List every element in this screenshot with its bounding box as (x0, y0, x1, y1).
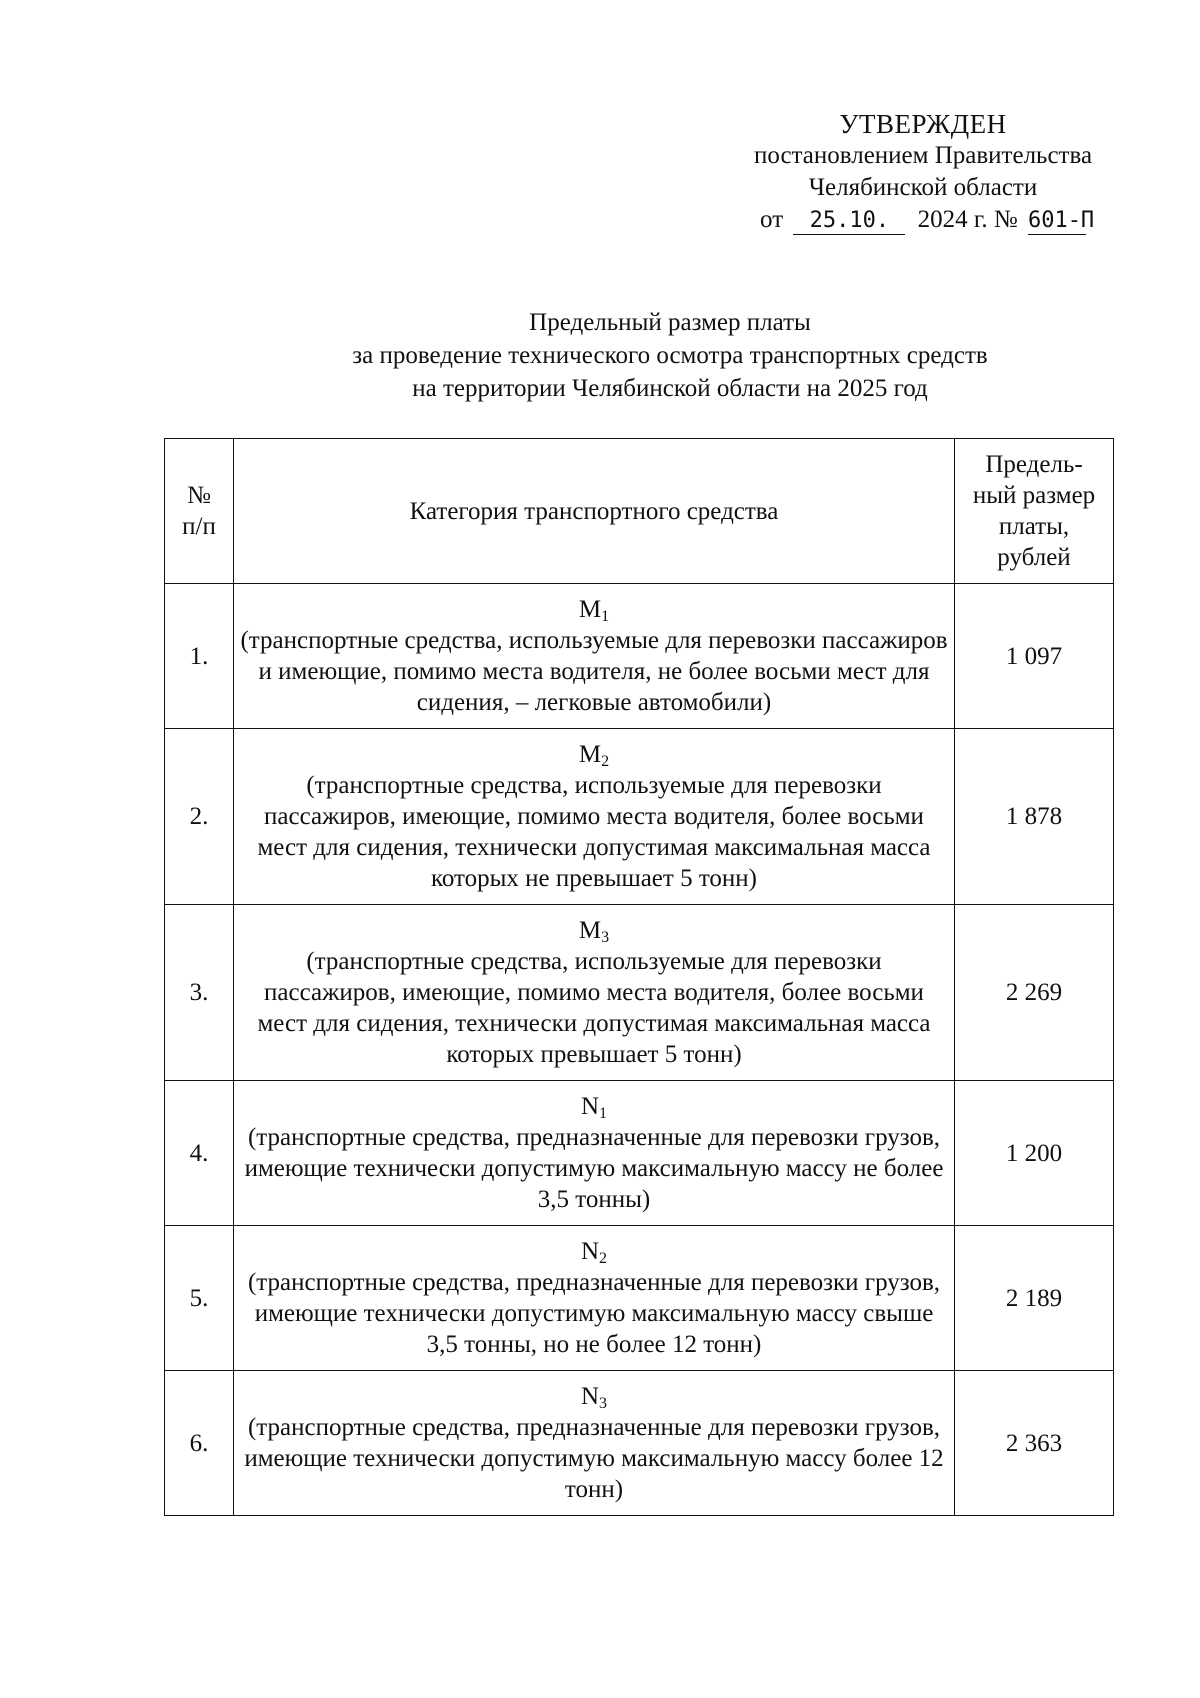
approval-date-line (733, 204, 1113, 236)
approval-line-region: Челябинской области (808, 174, 1038, 201)
approval-heading: УТВЕРЖДЕН (839, 109, 1007, 139)
title-line-2: за проведение технического осмотра транспортных средств (352, 342, 988, 369)
document-title (160, 306, 1180, 405)
row-number: 6. (165, 1371, 234, 1516)
category-description: (транспортные средства, предназначенные для перевозки грузов, имеющие технически допустимую максимальную массу свыше 3,5 тонны, но не более 12 тонн) (247, 1269, 941, 1358)
category-code: $M_2$ (578, 741, 610, 770)
row-category (234, 1226, 955, 1371)
row-number: 3. (165, 905, 234, 1081)
date-prefix: от (760, 206, 784, 233)
approval-date-field: 25.10. (793, 208, 905, 235)
row-number: 4. (165, 1081, 234, 1226)
category-description: (транспортные средства, предназначенные для перевозки грузов, имеющие технически допустимую максимальную массу не более 3,5 тонны) (244, 1124, 944, 1213)
header-category: Категория транспортного средства (234, 439, 955, 584)
category-description: (транспортные средства, используемые для перевозки пассажиров и имеющие, помимо места водителя, не более восьми мест для сидения, – легковые автомобили) (240, 627, 948, 716)
title-line-1: Предельный размер платы (529, 309, 811, 336)
row-category (234, 584, 955, 729)
approval-line-resolution: постановлением Правительства (753, 142, 1093, 169)
category-code: $M_3$ (578, 917, 610, 946)
category-description: (транспортные средства, предназначенные для перевозки грузов, имеющие технически допустимую максимальную массу более 12 тонн) (244, 1414, 944, 1503)
header-fee: Предель- ный размер платы, рублей (955, 439, 1114, 584)
row-category (234, 1371, 955, 1516)
category-code: $M_1$ (578, 596, 610, 625)
category-description: (транспортные средства, используемые для перевозки пассажиров, имеющие, помимо места водителя, более восьми мест для сидения, технически допустимая максимальная масса которых превышает 5 тонн) (257, 948, 931, 1068)
table-row (165, 1226, 1114, 1371)
title-line-3: на территории Челябинской области на 2025 год (412, 375, 928, 402)
row-fee: 2 269 (955, 905, 1114, 1081)
fee-table (164, 438, 1114, 1516)
category-code: $N_2$ (580, 1238, 608, 1267)
category-description: (транспортные средства, используемые для перевозки пассажиров, имеющие, помимо места водителя, более восьми мест для сидения, технически допустимая максимальная масса которых не превышает 5 тонн) (257, 772, 931, 892)
table-row (165, 584, 1114, 729)
table-row (165, 905, 1114, 1081)
table-row (165, 729, 1114, 905)
row-fee: 1 878 (955, 729, 1114, 905)
row-fee: 1 097 (955, 584, 1114, 729)
row-category (234, 905, 955, 1081)
approval-number-field: 601-П (1027, 208, 1095, 233)
row-fee: 2 363 (955, 1371, 1114, 1516)
category-code: $N_1$ (580, 1093, 608, 1122)
row-number: 1. (165, 584, 234, 729)
row-number: 2. (165, 729, 234, 905)
table-header-row (165, 439, 1114, 584)
table-row (165, 1081, 1114, 1226)
header-number: № п/п (165, 439, 234, 584)
row-fee: 2 189 (955, 1226, 1114, 1371)
row-fee: 1 200 (955, 1081, 1114, 1226)
row-category (234, 729, 955, 905)
table-row (165, 1371, 1114, 1516)
date-suffix: 2024 г. № (917, 206, 1018, 233)
row-category (234, 1081, 955, 1226)
row-number: 5. (165, 1226, 234, 1371)
category-code: $N_3$ (580, 1383, 608, 1412)
approval-stamp-block (733, 108, 1113, 236)
